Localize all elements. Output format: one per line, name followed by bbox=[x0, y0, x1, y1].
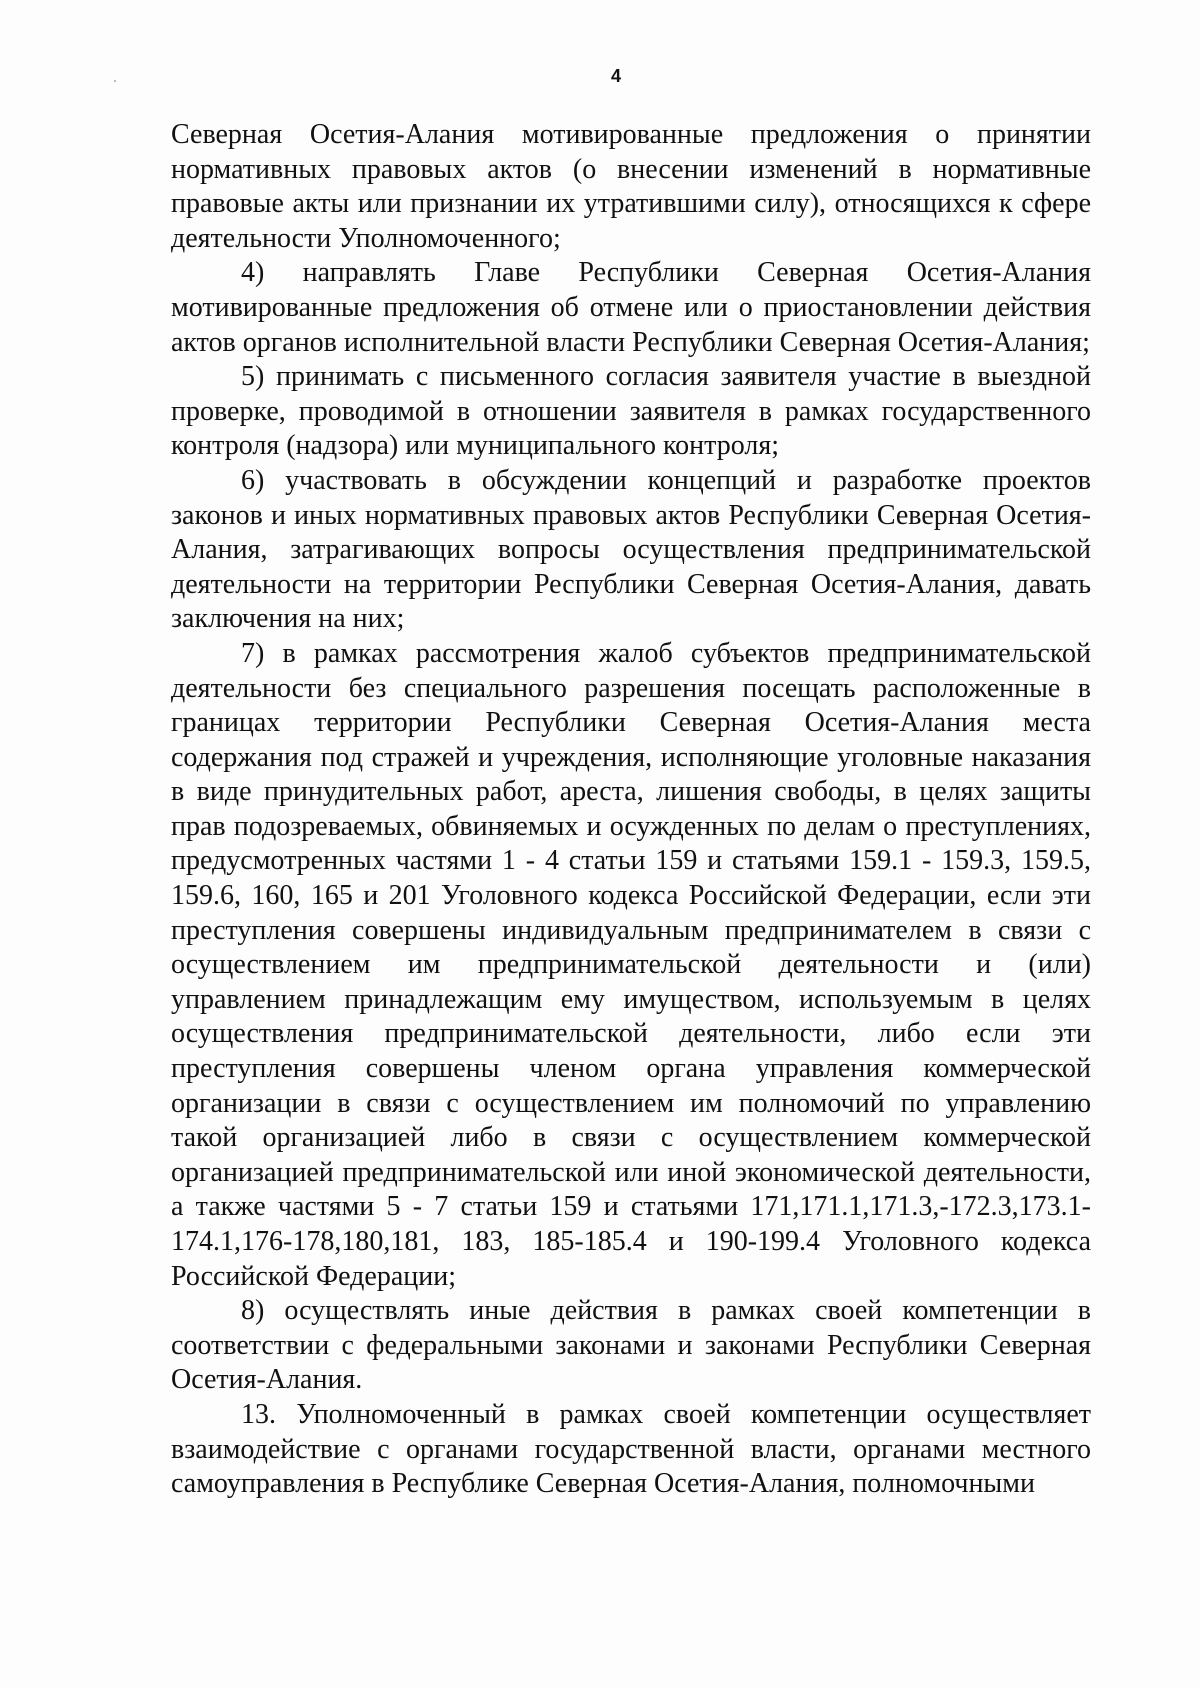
paragraph-continuation: Северная Осетия-Алания мотивированные предложения о принятии нормативных правовых актов (о внесении изменений в нормативные правовые акты или признании их утратившими силу), относящихся к сфере деятельности Уполномоченного; bbox=[171, 119, 1091, 254]
document-body bbox=[171, 118, 1091, 1502]
page-number: 4 bbox=[610, 66, 621, 86]
paragraph-item-8: 8) осуществлять иные действия в рамках своей компетенции в соответствии с федеральными законами и законами Республики Северная Осетия-Алания. bbox=[171, 1295, 1091, 1396]
paragraph-item-7: 7) в рамках рассмотрения жалоб субъектов предпринимательской деятельности без специального разрешения посещать расположенные в границах территории Республики Северная Осетия-Алания места содержания под стражей и учреждения, исполняющие уголовные наказания в виде принудительных работ, ареста, лишения свободы, в целях защиты прав подозреваемых, обвиняемых и осужденных по делам о преступлениях, предусмотренных частями 1 - 4 статьи 159 и статьями 159.1 - 159.3, 159.5, 159.6, 160, 165 и 201 Уголовного кодекса Российской Федерации, если эти преступления совершены индивидуальным предпринимателем в связи с осуществлением им предпринимательской деятельности и (или) управлением принадлежащим ему имуществом, используемым в целях осуществления предпринимательской деятельности, либо если эти преступления совершены членом органа управления коммерческой организации в связи с осуществлением им полномочий по управлению такой организацией либо в связи с осуществлением коммерческой организацией предпринимательской или иной экономической деятельности, а также частями 5 - 7 статьи 159 и статьями 171,171.1,171.3,-172.3,173.1-174.1,176-178,180,181, 183, 185-185.4 и 190-199.4 Уголовного кодекса Российской Федерации; bbox=[171, 637, 1091, 1292]
paragraph-section-13: 13. Уполномоченный в рамках своей компетенции осуществляет взаимодействие с органами государственной власти, органами местного самоуправления в Республике Северная Осетия-Алания, полномочными bbox=[171, 1398, 1091, 1500]
paragraph-item-5: 5) принимать с письменного согласия заявителя участие в выездной проверке, проводимой в отношении заявителя в рамках государственного контроля (надзора) или муниципального контроля; bbox=[171, 361, 1091, 462]
paragraph-item-4: 4) направлять Главе Республики Северная Осетия-Алания мотивированные предложения об отмене или о приостановлении действия актов органов исполнительной власти Республики Северная Осетия-Алания; bbox=[171, 257, 1091, 358]
paragraph-item-6: 6) участвовать в обсуждении концепций и разработке проектов законов и иных нормативных правовых актов Республики Северная Осетия-Алания, затрагивающих вопросы осуществления предпринимательской деятельности на территории Республики Северная Осетия-Алания, давать заключения на них; bbox=[171, 464, 1091, 635]
